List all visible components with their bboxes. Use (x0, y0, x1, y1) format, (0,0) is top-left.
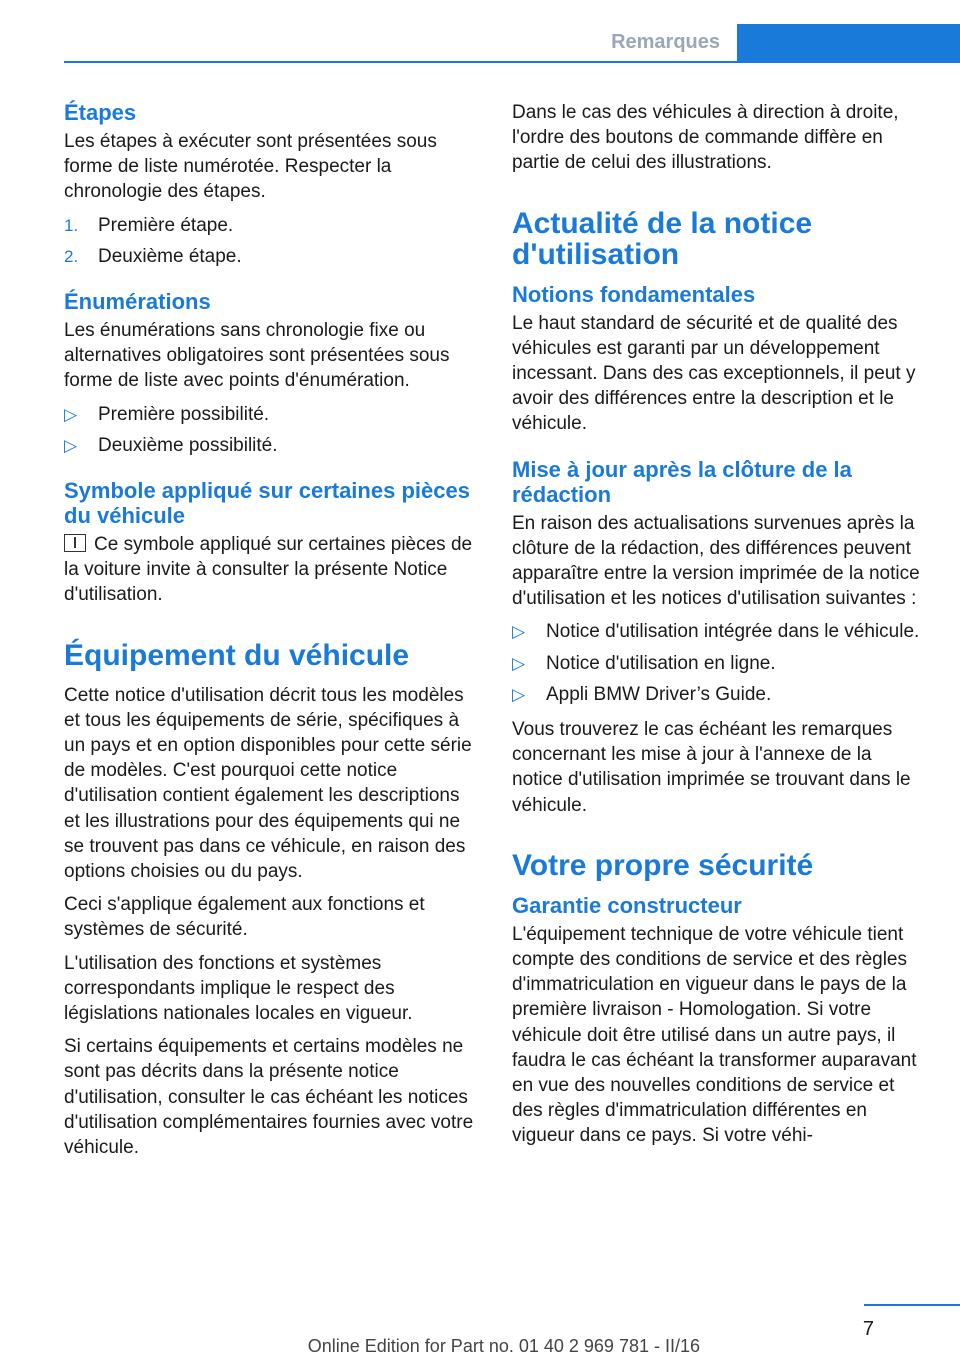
triangle-bullet-icon: ▷ (64, 435, 78, 455)
paragraph: Dans le cas des véhicules à direction à droite, l'ordre des boutons de commande diffère en partie de celui des illustrations. (512, 102, 899, 174)
heading-equipement: Équipement du véhicule (64, 638, 410, 672)
list-item-text: Notice d'utilisation intégrée dans le véhicule. (546, 621, 920, 643)
symbol-text: Ce symbole appliqué sur certaines pièces de la voiture invite à consulter la présente Notice d'utilisation. (64, 534, 473, 606)
footer-edition: Online Edition for Part no. 01 40 2 969 781 - II/16 (307, 1336, 700, 1356)
heading-securite: Votre propre sécurité (512, 848, 814, 882)
paragraph (64, 532, 476, 608)
heading-etapes: Étapes (64, 100, 137, 125)
numbered-list (64, 213, 476, 269)
triangle-bullet-icon: ▷ (512, 653, 526, 673)
heading-mise-a-jour: Mise à jour après la clôture de la rédaction (512, 456, 852, 507)
paragraph: Cette notice d'utilisation décrit tous les modèles et tous les équipements de série, spécifiques à un pays et en option disponibles pour cette série de modèles. C'est pourquoi cette notice d'utilisation contient également les descriptions et les illustrations pour des équipements qui ne se trouvent pas dans ce véhicule, en raison des options choisies ou du pays. (64, 684, 472, 883)
heading-actualite: Actualité de la notice d'utilisation (512, 206, 813, 271)
header-rule (64, 61, 960, 63)
list-item (64, 433, 476, 458)
heading-enumerations: Énumérations (64, 289, 211, 315)
list-item (512, 651, 924, 676)
list-item-text: Notice d'utilisation en ligne. (546, 652, 776, 674)
footer-rule (864, 1304, 960, 1306)
paragraph: Vous trouverez le cas échéant les remarques concernant les mise à jour à l'annexe de la notice d'utilisation imprimée se trouvant dans le véhicule. (512, 719, 911, 816)
paragraph: Le haut standard de sécurité et de qualité des véhicules est garanti par un développement incessant. Dans des cas exceptionnels, il peut y avoir des différences entre la description et le véhicule. (512, 312, 916, 435)
paragraph: L'utilisation des fonctions et systèmes correspondants implique le respect des législations nationales locales en vigueur. (64, 952, 413, 1025)
list-item (64, 402, 476, 427)
heading-symbole: Symbole appliqué sur certaines pièces du véhicule (64, 478, 470, 529)
triangle-bullet-icon: ▷ (512, 684, 526, 704)
triangle-bullet-icon: ▷ (512, 622, 526, 642)
list-item (512, 619, 924, 644)
paragraph: Si certains équipements et certains modèles ne sont pas décrits dans la présente notice d'utilisation, consulter le cas échéant les notices d'utilisation complémentaires fournies avec votre véhicule. (64, 1036, 474, 1159)
list-item-text: Première étape. (98, 214, 234, 236)
paragraph: Les énumérations sans chronologie fixe ou alternatives obligatoires sont présentées sous forme de liste avec points d'énumération. (64, 320, 450, 392)
list-item-text: Deuxième étape. (98, 245, 242, 267)
heading-notions: Notions fondamentales (512, 281, 756, 307)
paragraph: Les étapes à exécuter sont présentées sous forme de liste numérotée. Respecter la chronologie des étapes. (64, 131, 437, 203)
heading-garantie: Garantie constructeur (512, 892, 742, 918)
list-number: 2. (64, 246, 79, 266)
triangle-bullet-icon: ▷ (64, 404, 78, 424)
left-column (64, 100, 476, 1168)
list-item (64, 244, 476, 269)
bullet-list (512, 619, 924, 707)
header-tab (737, 24, 960, 61)
list-item-text: Appli BMW Driver’s Guide. (546, 683, 772, 705)
list-item-text: Première possibilité. (98, 403, 270, 425)
paragraph: L'équipement technique de votre véhicule tient compte des conditions de service et des règles d'immatriculation en vigueur dans le pays de la première livraison - Homologation. Si votre véhicule doit être utilisé dans un autre pays, il faudra le cas échéant la transformer auparavant en vue des nouvelles conditions de service et des règles d'immatriculation différentes en vigueur dans ce pays. Si votre véhi- (512, 923, 917, 1147)
list-item (512, 682, 924, 707)
book-icon (64, 534, 86, 552)
page-header-title: Remarques (611, 31, 720, 53)
list-item-text: Deuxième possibilité. (98, 434, 278, 456)
bullet-list (64, 402, 476, 458)
paragraph: En raison des actualisations survenues après la clôture de la rédaction, des différences peuvent apparaître entre la version imprimée de la notice d'utilisation et les notices d'utilisation suivantes : (512, 512, 920, 610)
list-item (64, 213, 476, 238)
paragraph: Ceci s'applique également aux fonctions et systèmes de sécurité. (64, 894, 425, 941)
page-number: 7 (862, 1318, 874, 1340)
list-number: 1. (64, 215, 79, 235)
right-column (512, 100, 924, 1157)
